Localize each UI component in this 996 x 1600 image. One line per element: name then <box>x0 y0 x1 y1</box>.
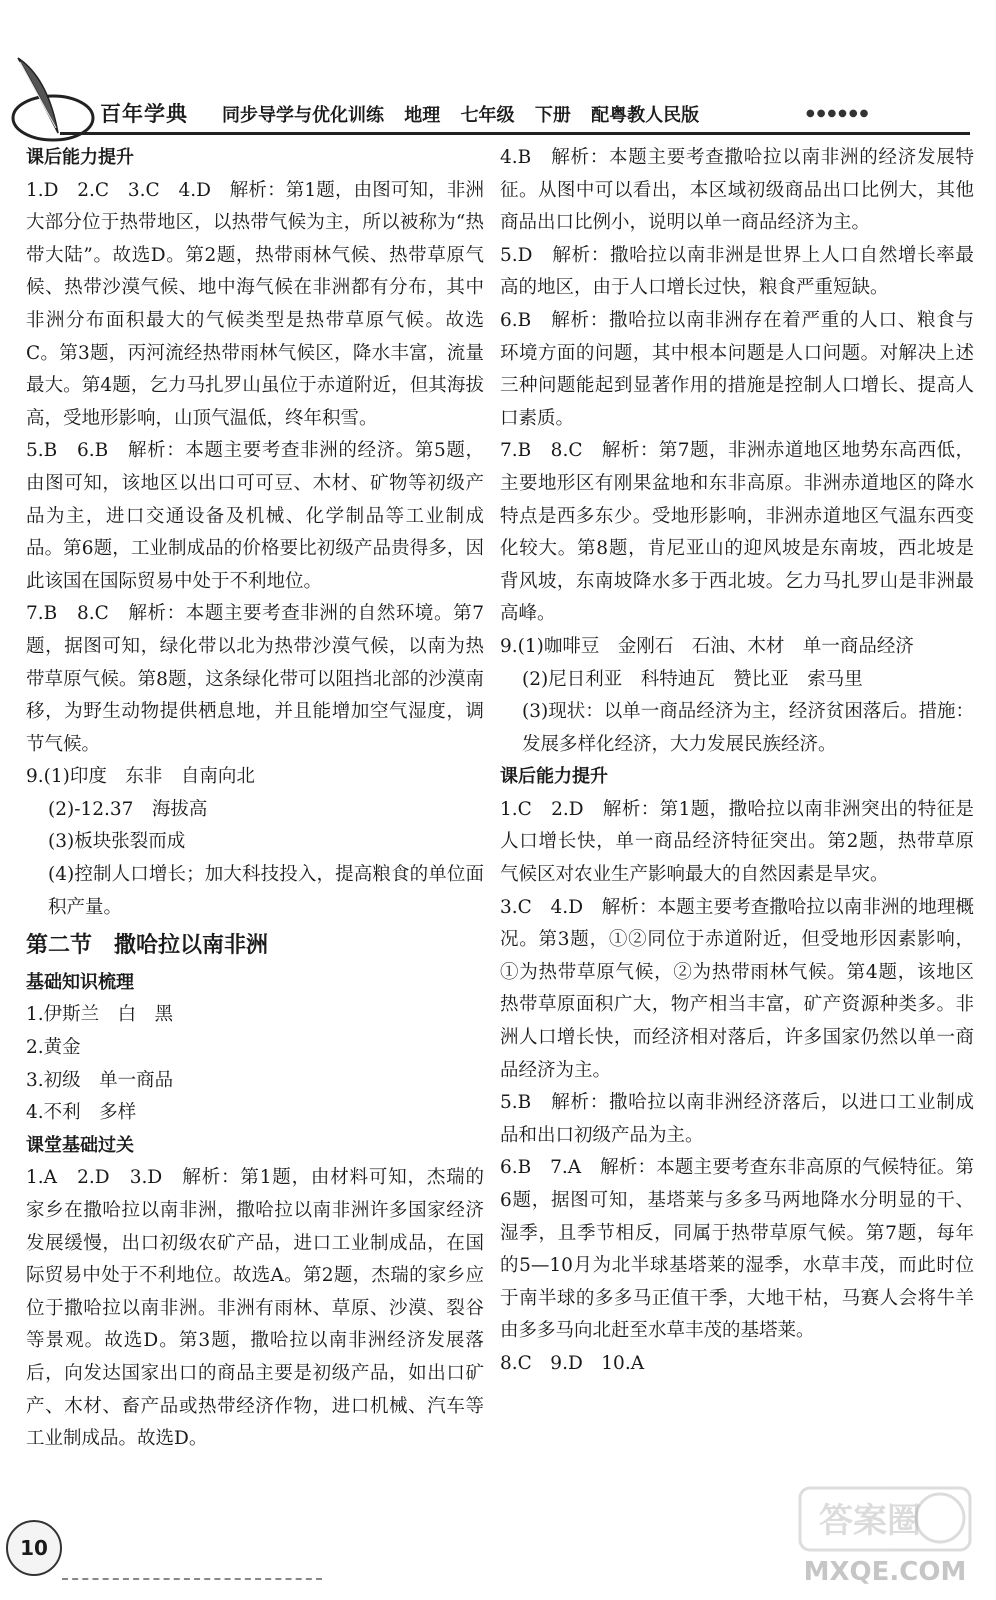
subtitle-subject: 地理 <box>404 105 441 126</box>
answer-item: 7.B 8.C 解析：本题主要考查非洲的自然环境。第7题，据图可知，绿化带以北为热带沙漠气候，以南为热带草原气候。第8题，这条绿化带可以阻挡北部的沙漠南移，为野生动物提供栖息地，并且能增加空气湿度，调节气候。 <box>26 603 484 755</box>
answer-item: 4.不利 多样 <box>26 1102 137 1124</box>
answer-item: 1.C 2.D 解析：第1题，撒哈拉以南非洲突出的特征是人口增长快，单一商品经济特征突出。第2题，热带草原气候区对农业生产影响最大的自然因素是旱灾。 <box>500 798 974 886</box>
header-dots: ●●●●●● <box>806 108 871 119</box>
page-header <box>0 0 996 150</box>
answer-item: 9.(1)咖啡豆 金刚石 石油、木材 单一商品经济 <box>500 635 914 657</box>
answer-subitem: (4)控制人口增长；加大科技投入，提高粮食的单位面积产量。 <box>48 864 484 918</box>
answer-item: 2.黄金 <box>26 1037 81 1059</box>
answer-subitem: (3)板块张裂而成 <box>48 831 186 853</box>
answer-item: 5.D 解析：撒哈拉以南非洲是世界上人口自然增长率最高的地区，由于人口增长过快，粮食严重短缺。 <box>500 244 974 299</box>
answer-item: 5.B 解析：撒哈拉以南非洲经济落后，以进口工业制成品和出口初级产品为主。 <box>500 1092 974 1146</box>
answer-subitem: (2)尼日利亚 科特迪瓦 赞比亚 索马里 <box>522 668 863 690</box>
answer-item: 6.B 7.A 解析：本题主要考查东非高原的气候特征。第6题，据图可知，基塔莱与多多马两地降水分明显的干、湿季，且季节相反，同属于热带草原气候。第7题，每年的5—10月为北半球基塔莱的湿季，水草丰茂，而此时位于南半球的多多马正值干季，大地干枯，马赛人会将牛羊由多多马向北赶至水草丰茂的基塔莱。 <box>500 1157 974 1342</box>
right-column <box>500 142 974 1381</box>
answer-subitem: (3)现状：以单一商品经济为主，经济贫困落后。措施：发展多样化经济，大力发展民族经济。 <box>522 701 974 755</box>
header-rule <box>60 132 970 135</box>
chapter-title: 第二节 撒哈拉以南非洲 <box>26 933 269 959</box>
watermark-text: 答案圈 <box>819 1501 921 1541</box>
answer-item: 3.C 4.D 解析：本题主要考查撒哈拉以南非洲的地理概况。第3题，①②同位于赤道附近，但受地形因素影响，①为热带草原气候，②为热带雨林气候。第4题，该地区热带草原面积广大，物产相当丰富，矿产资源种类多。非洲人口增长快，而经济相对落后，许多国家仍然以单一商品经济为主。 <box>500 896 974 1081</box>
section-heading: 课堂基础过关 <box>26 1134 134 1156</box>
left-column <box>26 142 484 1456</box>
subtitle-series: 同步导学与优化训练 <box>222 105 384 126</box>
answer-item: 7.B 8.C 解析：第7题，非洲赤道地区地势东高西低，主要地形区有刚果盆地和东非高原。非洲赤道地区的降水特点是西多东少。受地形影响，非洲赤道地区气温东西变化较大。第8题，肯尼亚山的迎风坡是东南坡，西北坡是背风坡，东南坡降水多于西北坡。乞力马扎罗山是非洲最高峰。 <box>500 440 974 625</box>
subtitle-edition: 配粤教人民版 <box>591 105 700 126</box>
footer-rule <box>62 1578 322 1580</box>
watermark-logo-icon <box>790 1480 980 1590</box>
answer-subitem: (2)-12.37 海拔高 <box>48 798 208 820</box>
section-heading: 基础知识梳理 <box>26 971 134 993</box>
section-heading: 课后能力提升 <box>500 766 608 788</box>
answer-item: 5.B 6.B 解析：本题主要考查非洲的经济。第5题，由图可知，该地区以出口可可豆、木材、矿物等初级产品为主，进口交通设备及机械、化学制品等工业制成品。第6题，工业制成品的价格要比初级产品贵得多，因此该国在国际贸易中处于不利地位。 <box>26 440 484 592</box>
answer-item: 6.B 解析：撒哈拉以南非洲存在着严重的人口、粮食与环境方面的问题，其中根本问题是人口问题。对解决上述三种问题能起到显著作用的措施是控制人口增长、提高人口素质。 <box>500 309 974 429</box>
page-number: 10 <box>6 1520 62 1576</box>
section-heading: 课后能力提升 <box>26 147 134 168</box>
watermark-url: MXQE.COM <box>803 1557 967 1587</box>
book-title: 百年学典 <box>100 102 188 126</box>
subtitle-volume: 下册 <box>534 105 571 126</box>
answer-item: 8.C 9.D 10.A <box>500 1352 645 1374</box>
answer-item: 1.D 2.C 3.C 4.D 解析：第1题，由图可知，非洲大部分位于热带地区，以热带气候为主，所以被称为“热带大陆”。故选D。第2题，热带雨林气候、热带草原气候、热带沙漠气候、地中海气候在非洲都有分布，其中非洲分布面积最大的气候类型是热带草原气候。故选C。第3题，丙河流经热带雨林气候区，降水丰富，流量最大。第4题，乞力马扎罗山虽位于赤道附近，但其海拔高，受地形影响，山顶气温低，终年积雪。 <box>26 179 484 429</box>
answer-item: 1.伊斯兰 白 黑 <box>26 1004 174 1026</box>
answer-item: 1.A 2.D 3.D 解析：第1题，由材料可知，杰瑞的家乡在撒哈拉以南非洲，撒哈拉以南非洲许多国家经济发展缓慢，出口初级农矿产品，进口工业制成品，在国际贸易中处于不利地位。故选A。第2题，杰瑞的家乡应位于撒哈拉以南非洲。非洲有雨林、草原、沙漠、裂谷等景观。故选D。第3题，撒哈拉以南非洲经济发展落后，向发达国家出口的商品主要是初级产品，如出口矿产、木材、畜产品或热带经济作物，进口机械、汽车等工业制成品。故选D。 <box>26 1167 484 1450</box>
answer-item: 4.B 解析：本题主要考查撒哈拉以南非洲的经济发展特征。从图中可以看出，本区域初级商品出口比例大，其他商品出口比例小，说明以单一商品经济为主。 <box>500 147 974 234</box>
answer-item: 3.初级 单一商品 <box>26 1069 174 1091</box>
answer-item: 9.(1)印度 东非 自南向北 <box>26 766 255 788</box>
subtitle-grade: 七年级 <box>460 105 515 126</box>
book-subtitle <box>222 101 713 127</box>
